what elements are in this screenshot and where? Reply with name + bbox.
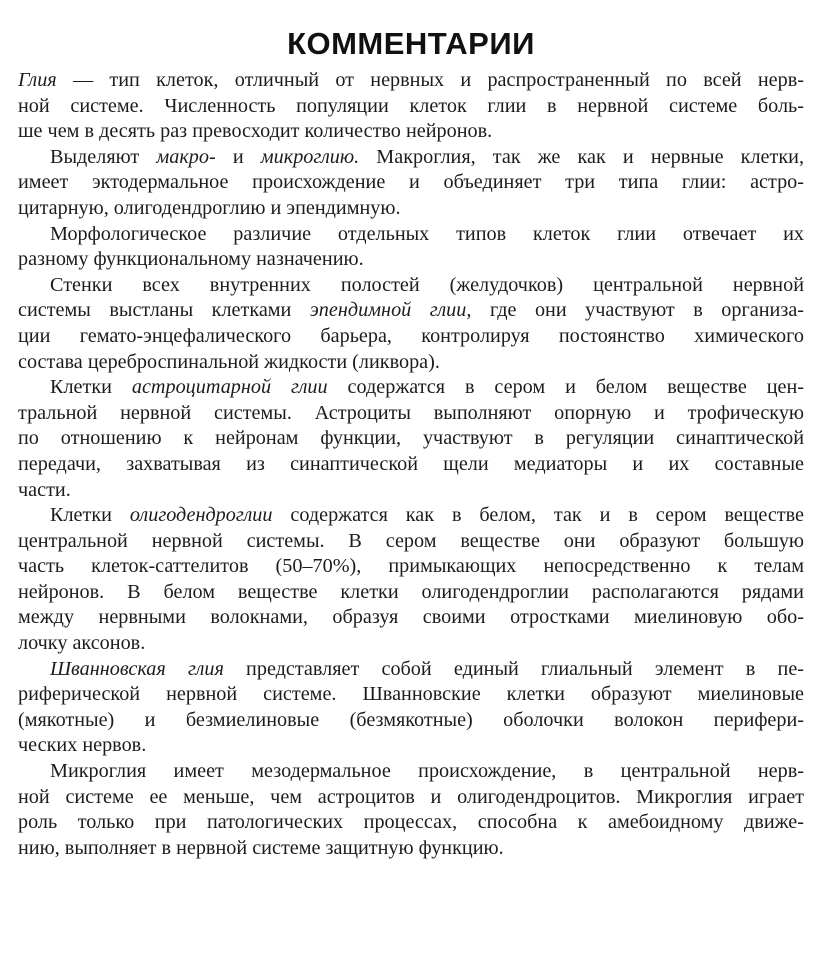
italic-term: олигодендроглии <box>129 504 273 527</box>
text-line <box>18 554 804 580</box>
text-run: по отношению к нейронам функции, участвуют в регуляции синаптической <box>18 427 804 450</box>
text-line <box>18 350 804 376</box>
text-run: состава цереброспинальной жидкости (ликвора). <box>18 350 440 373</box>
commentary-body <box>18 68 804 861</box>
paragraph <box>18 68 804 145</box>
text-line <box>18 657 804 683</box>
text-line <box>18 426 804 452</box>
text-run: цитарную, олигодендроглию и эпендимную. <box>18 196 401 219</box>
text-run: содержатся в сером и белом веществе цен- <box>327 376 804 399</box>
text-line <box>18 682 804 708</box>
text-run: роль только при патологических процессах, способна к амебоидному движе- <box>18 811 804 834</box>
text-line <box>18 375 804 401</box>
text-run: и <box>215 145 261 168</box>
text-run: — тип клеток, отличный от нервных и распространенный по всей нерв- <box>56 69 804 91</box>
text-line <box>18 810 804 836</box>
text-run: разному функциональному назначению. <box>18 248 364 271</box>
text-line <box>18 119 804 145</box>
text-line <box>18 94 804 120</box>
italic-term: эпендимной глии, <box>309 299 472 322</box>
text-line <box>18 298 804 324</box>
text-run: ной системе ее меньше, чем астроцитов и олигодендроцитов. Микроглия играет <box>18 785 804 808</box>
text-run: (мякотные) и безмиелиновые (безмякотные) оболочки волокон перифери- <box>18 708 804 731</box>
text-run: Стенки всех внутренних полостей (желудочков) центральной нервной <box>50 273 804 296</box>
paragraph <box>18 145 804 222</box>
text-run: ше чем в десять раз превосходит количество нейронов. <box>18 120 493 143</box>
text-line <box>18 529 804 555</box>
text-run: части. <box>18 478 71 501</box>
text-line <box>18 605 804 631</box>
text-run: передачи, захватывая из синаптической щели медиаторы и их составные <box>18 452 804 475</box>
text-line <box>18 196 804 222</box>
text-run: ции гемато-энцефалического барьера, контролируя постоянство химического <box>18 324 804 347</box>
text-line <box>18 170 804 196</box>
text-run: лочку аксонов. <box>18 632 146 655</box>
text-line <box>18 324 804 350</box>
text-line <box>18 247 804 273</box>
text-run: Выделяют <box>50 145 157 168</box>
text-line <box>18 733 804 759</box>
text-run: центральной нервной системы. В сером веществе они образуют большую <box>18 529 804 552</box>
text-line <box>18 478 804 504</box>
text-line <box>18 785 804 811</box>
text-line <box>18 222 804 248</box>
text-line <box>18 708 804 734</box>
paragraph <box>18 657 804 759</box>
text-run: риферической нервной системе. Шванновские клетки образуют миелиновые <box>18 683 804 706</box>
paragraph <box>18 273 804 375</box>
text-run: ной системе. Численность популяции клеток глии в нервной системе боль- <box>18 94 804 117</box>
text-run: ческих нервов. <box>18 734 147 757</box>
text-run: где они участвуют в организа- <box>471 299 805 322</box>
text-line <box>18 452 804 478</box>
text-run: Клетки <box>50 376 132 399</box>
text-line <box>18 631 804 657</box>
text-line <box>18 145 804 171</box>
italic-term: Шванновская глия <box>50 657 224 680</box>
text-run: представляет собой единый глиальный элемент в пе- <box>223 657 804 680</box>
text-line <box>18 580 804 606</box>
paragraph <box>18 759 804 861</box>
paragraph <box>18 375 804 503</box>
paragraph <box>18 503 804 657</box>
text-run: нейронов. В белом веществе клетки олигодендроглии располагаются рядами <box>18 580 804 603</box>
page-title: КОММЕНТАРИИ <box>287 26 535 61</box>
text-line <box>18 503 804 529</box>
text-run: между нервными волокнами, образуя своими отростками миелиновую обо- <box>18 606 804 629</box>
paragraph <box>18 222 804 273</box>
text-run: содержатся как в белом, так и в сером веществе <box>272 504 804 527</box>
text-line <box>18 273 804 299</box>
text-run: часть клеток-саттелитов (50–70%), примыкающих непосредственно к телам <box>18 555 804 578</box>
italic-term: макро- <box>156 145 216 168</box>
text-run: нию, выполняет в нервной системе защитную функцию. <box>18 836 504 859</box>
text-line <box>18 836 804 862</box>
text-line <box>18 401 804 427</box>
text-run: тральной нервной системы. Астроциты выполняют опорную и трофическую <box>18 401 804 424</box>
italic-term: астроцитарной глии <box>131 376 328 399</box>
text-run: Макроглия, так же как и нервные клетки, <box>359 145 804 168</box>
text-run: Микроглия имеет мезодермальное происхождение, в центральной нерв- <box>50 760 804 783</box>
text-run: Клетки <box>50 504 130 527</box>
text-line <box>18 68 804 94</box>
italic-term: Глия <box>18 69 57 91</box>
italic-term: микроглию. <box>260 145 360 168</box>
text-run: Морфологическое различие отдельных типов клеток глии отвечает их <box>50 222 804 245</box>
text-line <box>18 759 804 785</box>
text-run: имеет эктодермальное происхождение и объединяет три типа глии: астро- <box>18 171 804 194</box>
text-run: системы выстланы клетками <box>18 299 310 322</box>
